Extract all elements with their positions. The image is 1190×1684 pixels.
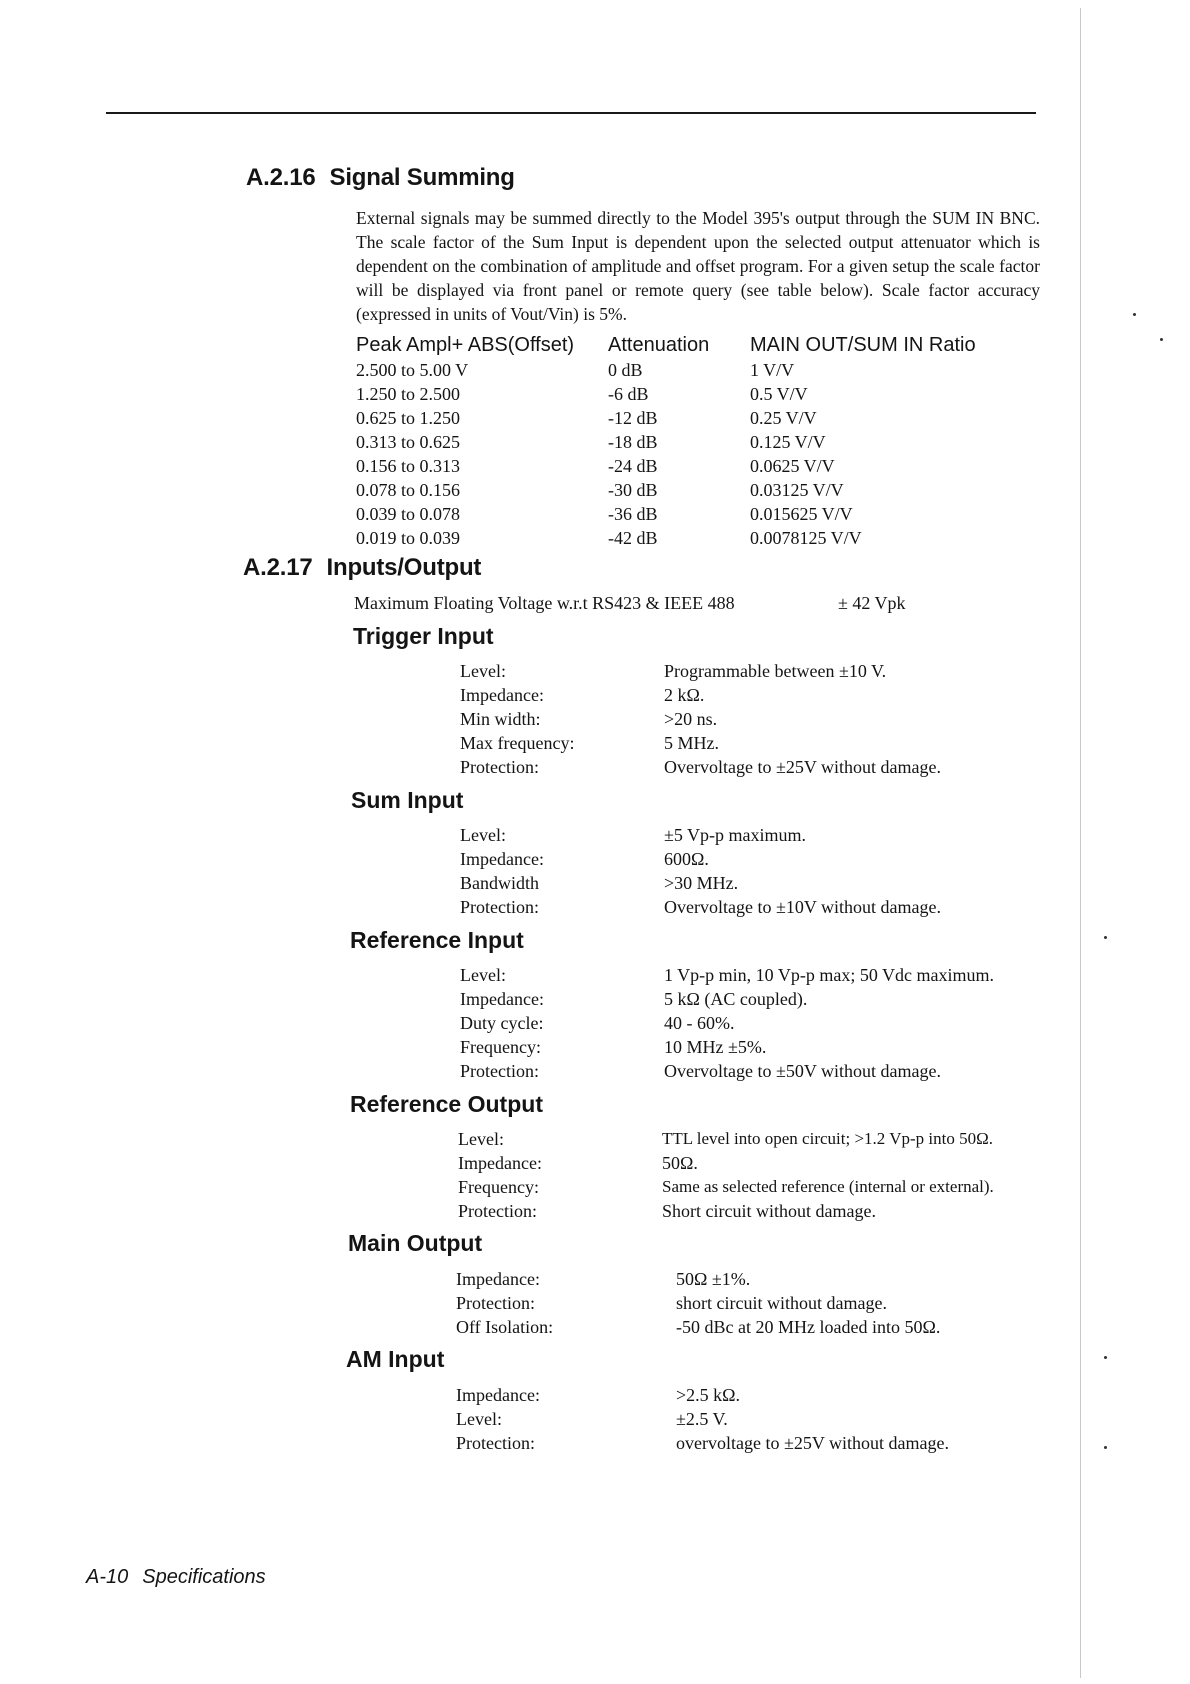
section-heading-a216: [246, 164, 515, 192]
signal-summing-paragraph: External signals may be summed directly to the Model 395's output through the SUM IN BNC. The scale factor of the Sum Input is dependent upon the selected output attenuator which is dependent on the combination of amplitude and offset program. For a given setup the scale factor will be displayed via front panel or remote query (see table below). Scale factor accuracy (expressed in units of Vout/Vin) is 5%.: [356, 208, 1040, 324]
table-cell: -24 dB: [608, 456, 658, 476]
spec-label: Frequency:: [460, 1037, 541, 1057]
header-rule: [106, 112, 1036, 114]
spec-label: Impedance:: [456, 1269, 540, 1289]
max-floating-value: ± 42 Vpk: [838, 593, 906, 613]
spec-row: [456, 1433, 1056, 1457]
spec-row: [460, 897, 1040, 921]
spec-label: Level:: [460, 965, 506, 985]
spec-row: [456, 1293, 1056, 1317]
spec-label: Impedance:: [456, 1385, 540, 1405]
table-cell: 0.0078125 V/V: [750, 528, 862, 548]
table-cell: 0.03125 V/V: [750, 480, 844, 500]
spec-label: Level:: [458, 1129, 504, 1149]
table-cell: 0.313 to 0.625: [356, 432, 461, 452]
spec-value: TTL level into open circuit; >1.2 Vp-p into 50Ω.: [662, 1129, 993, 1148]
table-cell: -30 dB: [608, 480, 658, 500]
table-header-cell: Attenuation: [608, 334, 710, 356]
spec-value: 600Ω.: [664, 849, 709, 869]
spec-label: Impedance:: [460, 685, 544, 705]
spec-value: Overvoltage to ±25V without damage.: [664, 757, 941, 777]
max-floating-label: Maximum Floating Voltage w.r.t RS423 & IEEE 488: [354, 593, 735, 613]
table-cell: 0.078 to 0.156: [356, 480, 461, 500]
spec-label: Protection:: [460, 757, 539, 777]
section-title: Inputs/Output: [326, 554, 482, 581]
spec-label: Frequency:: [458, 1177, 539, 1197]
spec-row: [460, 709, 1040, 733]
spec-row: [460, 989, 1050, 1013]
table-cell: 0.015625 V/V: [750, 504, 853, 524]
spec-row: [456, 1317, 1056, 1341]
table-cell: 0.125 V/V: [750, 432, 826, 452]
table-cell: 1 V/V: [750, 360, 795, 380]
spec-label: Off Isolation:: [456, 1317, 554, 1337]
table-cell: -36 dB: [608, 504, 658, 524]
spec-row: [456, 1385, 1056, 1409]
table-cell: 0.156 to 0.313: [356, 456, 461, 476]
table-cell: 0.0625 V/V: [750, 456, 835, 476]
spec-value: >20 ns.: [664, 709, 718, 729]
table-cell: 2.500 to 5.00 V: [356, 360, 469, 380]
scan-speck: [1133, 313, 1136, 316]
spec-value: 5 kΩ (AC coupled).: [664, 989, 808, 1009]
section-heading-a217: [243, 554, 481, 582]
spec-label: Impedance:: [458, 1153, 542, 1173]
spec-label: Min width:: [460, 709, 541, 729]
spec-label: Protection:: [460, 897, 539, 917]
table-cell: -18 dB: [608, 432, 658, 452]
spec-label: Max frequency:: [460, 733, 575, 753]
scan-edge-line: [1080, 8, 1081, 1678]
table-header-cell: MAIN OUT/SUM IN Ratio: [750, 334, 976, 356]
spec-label: Level:: [456, 1409, 502, 1429]
scan-speck: [1104, 936, 1107, 939]
table-cell: 0.25 V/V: [750, 408, 817, 428]
spec-row: [460, 965, 1050, 989]
spec-row: [458, 1153, 1078, 1177]
spec-label: Duty cycle:: [460, 1013, 544, 1033]
spec-value: >30 MHz.: [664, 873, 739, 893]
spec-value: 50Ω.: [662, 1153, 698, 1173]
spec-value: overvoltage to ±25V without damage.: [676, 1433, 949, 1453]
subsection-heading-am-input: AM Input: [346, 1346, 445, 1372]
spec-value: -50 dBc at 20 MHz loaded into 50Ω.: [676, 1317, 941, 1337]
table-cell: 0 dB: [608, 360, 643, 380]
spec-row: [460, 1013, 1050, 1037]
spec-row: [460, 733, 1040, 757]
spec-label: Level:: [460, 661, 506, 681]
footer-section-name: Specifications: [142, 1566, 266, 1588]
spec-value: Overvoltage to ±10V without damage.: [664, 897, 941, 917]
spec-label: Level:: [460, 825, 506, 845]
table-header-cell: Peak Ampl+ ABS(Offset): [356, 334, 575, 356]
spec-row: [460, 757, 1040, 781]
table-cell: 0.5 V/V: [750, 384, 808, 404]
scan-speck: [1104, 1446, 1107, 1449]
subsection-heading-reference-input: Reference Input: [350, 927, 524, 953]
spec-value: >2.5 kΩ.: [676, 1385, 741, 1405]
spec-value: short circuit without damage.: [676, 1293, 887, 1313]
spec-value: ±2.5 V.: [676, 1409, 728, 1429]
spec-value: 2 kΩ.: [664, 685, 705, 705]
spec-row: [460, 873, 1040, 897]
scan-speck: [1104, 1356, 1107, 1359]
spec-label: Protection:: [456, 1433, 535, 1453]
spec-row: [458, 1129, 1078, 1153]
spec-label: Protection:: [458, 1201, 537, 1221]
page-number: A-10: [86, 1566, 129, 1588]
table-cell: -12 dB: [608, 408, 658, 428]
spec-value: Same as selected reference (internal or external).: [662, 1177, 994, 1196]
spec-row: [458, 1201, 1078, 1225]
spec-row: [460, 661, 1040, 685]
spec-row: [456, 1409, 1056, 1433]
spec-row: [458, 1177, 1078, 1201]
table-cell: 0.039 to 0.078: [356, 504, 461, 524]
scan-speck: [1160, 338, 1163, 341]
spec-value: Short circuit without damage.: [662, 1201, 876, 1221]
subsection-heading-reference-output: Reference Output: [350, 1091, 543, 1117]
spec-row: [460, 825, 1040, 849]
section-number: A.2.17: [243, 554, 313, 581]
table-cell: -6 dB: [608, 384, 649, 404]
table-cell: 0.625 to 1.250: [356, 408, 461, 428]
spec-value: Overvoltage to ±50V without damage.: [664, 1061, 941, 1081]
section-number: A.2.16: [246, 164, 316, 191]
section-title: Signal Summing: [329, 164, 515, 191]
spec-label: Impedance:: [460, 849, 544, 869]
spec-row: [460, 1037, 1050, 1061]
subsection-heading-main-output: Main Output: [348, 1230, 483, 1256]
spec-row: [460, 849, 1040, 873]
page-footer: [86, 1566, 266, 1589]
table-cell: -42 dB: [608, 528, 658, 548]
spec-value: 10 MHz ±5%.: [664, 1037, 767, 1057]
table-cell: 1.250 to 2.500: [356, 384, 461, 404]
spec-value: 50Ω ±1%.: [676, 1269, 751, 1289]
spec-value: 40 - 60%.: [664, 1013, 735, 1033]
spec-row: [456, 1269, 1056, 1293]
spec-label: Protection:: [456, 1293, 535, 1313]
spec-value: Programmable between ±10 V.: [664, 661, 887, 681]
spec-row: [460, 1061, 1050, 1085]
spec-row: [460, 685, 1040, 709]
max-floating-voltage: [354, 593, 906, 614]
table-cell: 0.019 to 0.039: [356, 528, 461, 548]
spec-value: 1 Vp-p min, 10 Vp-p max; 50 Vdc maximum.: [664, 965, 994, 985]
subsection-heading-trigger-input: Trigger Input: [353, 623, 494, 649]
spec-label: Bandwidth: [460, 873, 539, 893]
spec-value: 5 MHz.: [664, 733, 719, 753]
spec-label: Protection:: [460, 1061, 539, 1081]
subsection-heading-sum-input: Sum Input: [351, 787, 464, 813]
spec-label: Impedance:: [460, 989, 544, 1009]
spec-value: ±5 Vp-p maximum.: [664, 825, 807, 845]
